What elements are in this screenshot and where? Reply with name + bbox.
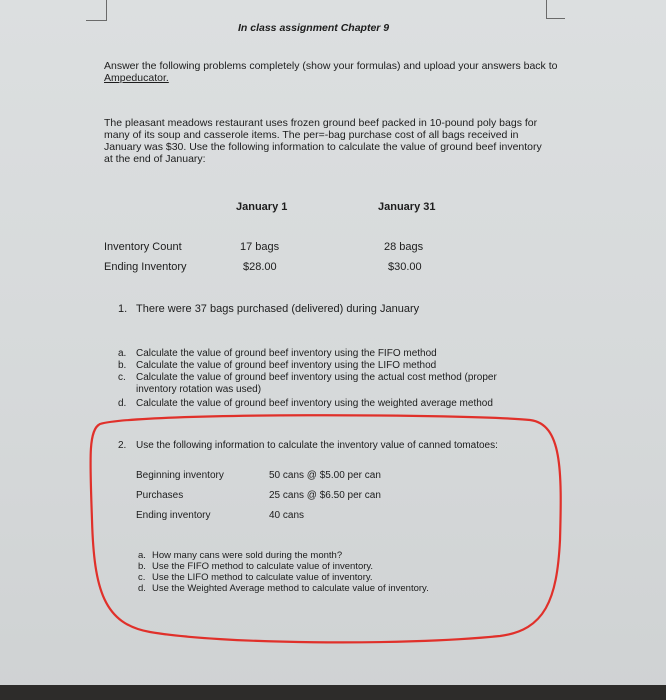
q1-part-b: Calculate the value of ground beef inventory using the LIFO method <box>136 360 437 371</box>
q2-part-d: Use the Weighted Average method to calculate value of inventory. <box>152 583 429 594</box>
instructions-text: Answer the following problems completely (show your formulas) and upload your answers back to <box>104 60 558 72</box>
col-header-january-31: January 31 <box>378 201 436 213</box>
q2-part-b: Use the FIFO method to calculate value of inventory. <box>152 561 374 572</box>
q2-label-beginning: Beginning inventory <box>136 470 224 481</box>
page-title: In class assignment Chapter 9 <box>238 22 390 34</box>
q1-part-a: Calculate the value of ground beef inventory using the FIFO method <box>136 348 437 359</box>
row-label-inventory-count: Inventory Count <box>104 241 182 253</box>
q1-part-c-continued: inventory rotation was used) <box>136 384 262 395</box>
q2-part-c: Use the LIFO method to calculate value of inventory. <box>152 572 373 583</box>
q1-number: 1. <box>118 303 128 315</box>
q2-label-ending: Ending inventory <box>136 510 211 521</box>
q1-part-d-letter: d. <box>118 398 127 409</box>
q2-part-a-letter: a. <box>138 550 146 561</box>
bottom-edge-bar <box>0 685 666 700</box>
cell-count-jan1: 17 bags <box>240 241 280 253</box>
q1-part-d: Calculate the value of ground beef inventory using the weighted average method <box>136 398 493 409</box>
col-header-january-1: January 1 <box>236 201 288 213</box>
row-label-ending-inventory: Ending Inventory <box>104 261 187 273</box>
q1-part-a-letter: a. <box>118 348 127 359</box>
q2-part-b-letter: b. <box>138 561 146 572</box>
q2-part-c-letter: c. <box>138 572 146 583</box>
q1-part-c-letter: c. <box>118 372 126 383</box>
q2-value-beginning: 50 cans @ $5.00 per can <box>269 470 381 481</box>
scenario-paragraph: The pleasant meadows restaurant uses frozen ground beef packed in 10-pound poly bags for many of its soup and casserole items. The per=-bag purchase cost of all bags received in January was $30. Use the following information to calculate the value of ground beef inventory at the end of January: <box>104 117 542 165</box>
q2-part-d-letter: d. <box>138 583 146 594</box>
q1-text: There were 37 bags purchased (delivered) during January <box>136 303 420 315</box>
cell-ending-jan31: $30.00 <box>388 261 422 273</box>
q2-text: Use the following information to calculate the inventory value of canned tomatoes: <box>136 440 498 451</box>
q1-part-b-letter: b. <box>118 360 127 371</box>
q2-number: 2. <box>118 440 127 451</box>
q2-value-ending: 40 cans <box>269 510 305 521</box>
q2-value-purchases: 25 cans @ $6.50 per can <box>269 490 381 501</box>
red-loop-path <box>90 415 560 642</box>
q2-part-a: How many cans were sold during the month? <box>152 550 343 561</box>
q2-label-purchases: Purchases <box>136 490 184 501</box>
cell-count-jan31: 28 bags <box>384 241 424 253</box>
q1-part-c: Calculate the value of ground beef inventory using the actual cost method (proper <box>136 372 497 383</box>
ampeducator-link[interactable]: Ampeducator. <box>104 72 169 84</box>
cell-ending-jan1: $28.00 <box>243 261 277 273</box>
